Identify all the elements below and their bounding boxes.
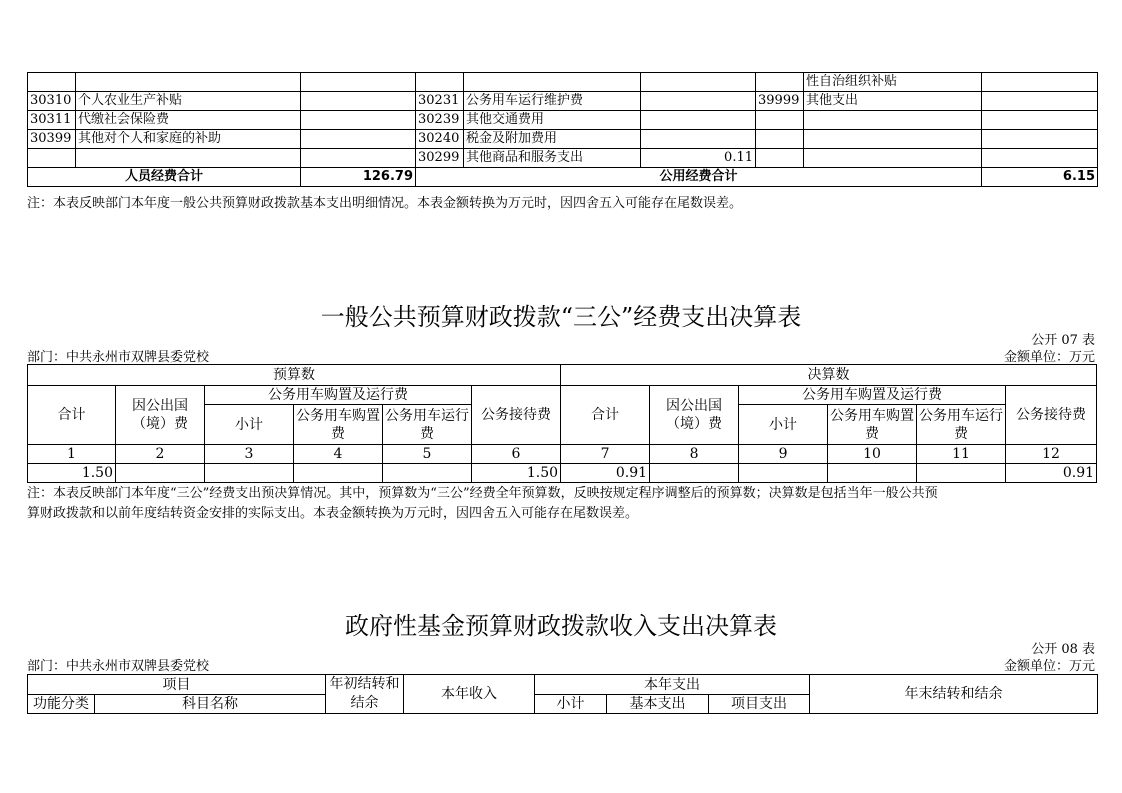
column-number-cell: 10 xyxy=(828,445,917,464)
final-header: 决算数 xyxy=(561,365,1097,386)
table-cell: 30311 xyxy=(28,111,76,130)
budget-abroad-header: 因公出国（境）费 xyxy=(116,386,205,445)
table-cell xyxy=(982,111,1098,130)
final-reception-header: 公务接待费 xyxy=(1006,386,1097,445)
table-cell: 0.11 xyxy=(641,149,756,168)
table-cell: 30399 xyxy=(28,130,76,149)
table-cell xyxy=(301,149,416,168)
table-cell xyxy=(416,73,464,92)
end-balance-header: 年末结转和结余 xyxy=(810,675,1098,714)
table-cell: 性自治组织补贴 xyxy=(804,73,982,92)
value-cell xyxy=(739,464,828,483)
column-number-cell: 7 xyxy=(561,445,650,464)
sangong-table-code: 公开 07 表 xyxy=(1031,333,1095,348)
table-cell xyxy=(464,73,641,92)
table-row xyxy=(28,149,1098,168)
totals-row xyxy=(28,168,1098,187)
column-number-cell: 4 xyxy=(294,445,383,464)
expense-subtotal-header: 小计 xyxy=(535,695,607,714)
top-table-note: 注：本表反映部门本年度一般公共预算财政拨款基本支出明细情况。本表金额转换为万元时，因四舍五入可能存在尾数误差。 xyxy=(27,196,743,211)
column-number-row xyxy=(28,445,1097,464)
table-cell xyxy=(76,149,301,168)
column-number-cell: 1 xyxy=(28,445,116,464)
table-cell: 30240 xyxy=(416,130,464,149)
value-cell xyxy=(205,464,294,483)
table-cell xyxy=(76,73,301,92)
column-number-cell: 11 xyxy=(917,445,1006,464)
gov-fund-table-code: 公开 08 表 xyxy=(1031,642,1095,657)
table-cell: 30310 xyxy=(28,92,76,111)
final-operation-header: 公务用车运行费 xyxy=(917,405,1006,445)
value-cell xyxy=(650,464,739,483)
table-cell: 其他交通费用 xyxy=(464,111,641,130)
value-cell: 1.50 xyxy=(28,464,116,483)
table-cell xyxy=(756,130,804,149)
basic-expense-detail-table xyxy=(27,72,1098,187)
table-cell xyxy=(301,130,416,149)
table-cell xyxy=(28,73,76,92)
budget-subtotal-header: 小计 xyxy=(205,405,294,445)
table-cell xyxy=(804,149,982,168)
table-cell: 30299 xyxy=(416,149,464,168)
table-cell xyxy=(301,92,416,111)
table-cell xyxy=(756,149,804,168)
table-cell xyxy=(756,111,804,130)
table-row xyxy=(28,92,1098,111)
personnel-total-label: 人员经费合计 xyxy=(28,168,301,187)
gov-fund-table xyxy=(27,674,1098,714)
table-cell xyxy=(641,130,756,149)
expense-header: 本年支出 xyxy=(535,675,810,695)
table-cell xyxy=(641,73,756,92)
sangong-note-line1: 注：本表反映部门本年度“三公”经费支出预决算情况。其中，预算数为“三公”经费全年预算数，反映按规定程序调整后的预算数；决算数是包括当年一般公共预 xyxy=(27,486,938,501)
table-cell xyxy=(982,92,1098,111)
final-abroad-header: 因公出国（境）费 xyxy=(650,386,739,445)
sangong-title: 一般公共预算财政拨款“三公”经费支出决算表 xyxy=(320,303,802,331)
table-cell: 其他支出 xyxy=(804,92,982,111)
table-cell xyxy=(28,149,76,168)
final-vehicle-header: 公务用车购置及运行费 xyxy=(739,386,1006,405)
table-cell xyxy=(301,111,416,130)
table-cell: 其他对个人和家庭的补助 xyxy=(76,130,301,149)
table-cell: 30239 xyxy=(416,111,464,130)
budget-vehicle-header: 公务用车购置及运行费 xyxy=(205,386,472,405)
table-cell: 39999 xyxy=(756,92,804,111)
column-number-cell: 3 xyxy=(205,445,294,464)
final-subtotal-header: 小计 xyxy=(739,405,828,445)
table-cell xyxy=(641,111,756,130)
value-cell xyxy=(294,464,383,483)
item-header: 项目 xyxy=(28,675,326,695)
income-header: 本年收入 xyxy=(404,675,535,714)
value-cell: 1.50 xyxy=(472,464,561,483)
sangong-values-row xyxy=(28,464,1097,483)
table-cell xyxy=(982,73,1098,92)
value-cell: 0.91 xyxy=(1006,464,1097,483)
value-cell xyxy=(917,464,1006,483)
function-class-header: 功能分类 xyxy=(28,695,95,714)
table-cell: 公务用车运行维护费 xyxy=(464,92,641,111)
project-expense-header: 项目支出 xyxy=(709,695,810,714)
table-cell: 其他商品和服务支出 xyxy=(464,149,641,168)
table-cell: 税金及附加费用 xyxy=(464,130,641,149)
column-number-cell: 8 xyxy=(650,445,739,464)
table-cell xyxy=(804,111,982,130)
table-cell: 个人农业生产补贴 xyxy=(76,92,301,111)
sangong-expense-table xyxy=(27,364,1097,483)
column-number-cell: 6 xyxy=(472,445,561,464)
begin-balance-header: 年初结转和结余 xyxy=(326,675,404,714)
column-number-cell: 5 xyxy=(383,445,472,464)
table-row xyxy=(28,130,1098,149)
gov-fund-unit: 金额单位：万元 xyxy=(1003,659,1095,674)
table-row xyxy=(28,73,1098,92)
column-number-cell: 2 xyxy=(116,445,205,464)
value-cell xyxy=(383,464,472,483)
sangong-department: 部门：中共永州市双牌县委党校 xyxy=(27,350,210,365)
table-cell: 代缴社会保险费 xyxy=(76,111,301,130)
table-cell xyxy=(804,130,982,149)
value-cell xyxy=(116,464,205,483)
table-cell xyxy=(641,92,756,111)
subject-name-header: 科目名称 xyxy=(95,695,326,714)
personnel-total-value: 126.79 xyxy=(301,168,416,187)
budget-operation-header: 公务用车运行费 xyxy=(383,405,472,445)
basic-expense-header: 基本支出 xyxy=(607,695,709,714)
table-cell xyxy=(982,149,1098,168)
table-cell xyxy=(982,130,1098,149)
final-total-header: 合计 xyxy=(561,386,650,445)
budget-reception-header: 公务接待费 xyxy=(472,386,561,445)
column-number-cell: 9 xyxy=(739,445,828,464)
value-cell: 0.91 xyxy=(561,464,650,483)
sangong-note-line2: 算财政拨款和以前年度结转资金安排的实际支出。本表金额转换为万元时，因四舍五入可能存在尾数误差。 xyxy=(27,506,639,521)
sangong-unit: 金额单位：万元 xyxy=(1003,350,1095,365)
table-cell xyxy=(301,73,416,92)
column-number-cell: 12 xyxy=(1006,445,1097,464)
budget-total-header: 合计 xyxy=(28,386,116,445)
budget-header: 预算数 xyxy=(28,365,561,386)
value-cell xyxy=(828,464,917,483)
final-purchase-header: 公务用车购置费 xyxy=(828,405,917,445)
budget-purchase-header: 公务用车购置费 xyxy=(294,405,383,445)
public-total-value: 6.15 xyxy=(982,168,1098,187)
gov-fund-department: 部门：中共永州市双牌县委党校 xyxy=(27,659,210,674)
public-total-label: 公用经费合计 xyxy=(416,168,982,187)
table-cell xyxy=(756,73,804,92)
table-cell: 30231 xyxy=(416,92,464,111)
gov-fund-title: 政府性基金预算财政拨款收入支出决算表 xyxy=(345,612,777,640)
detail-table-body xyxy=(28,73,1098,187)
table-row xyxy=(28,111,1098,130)
